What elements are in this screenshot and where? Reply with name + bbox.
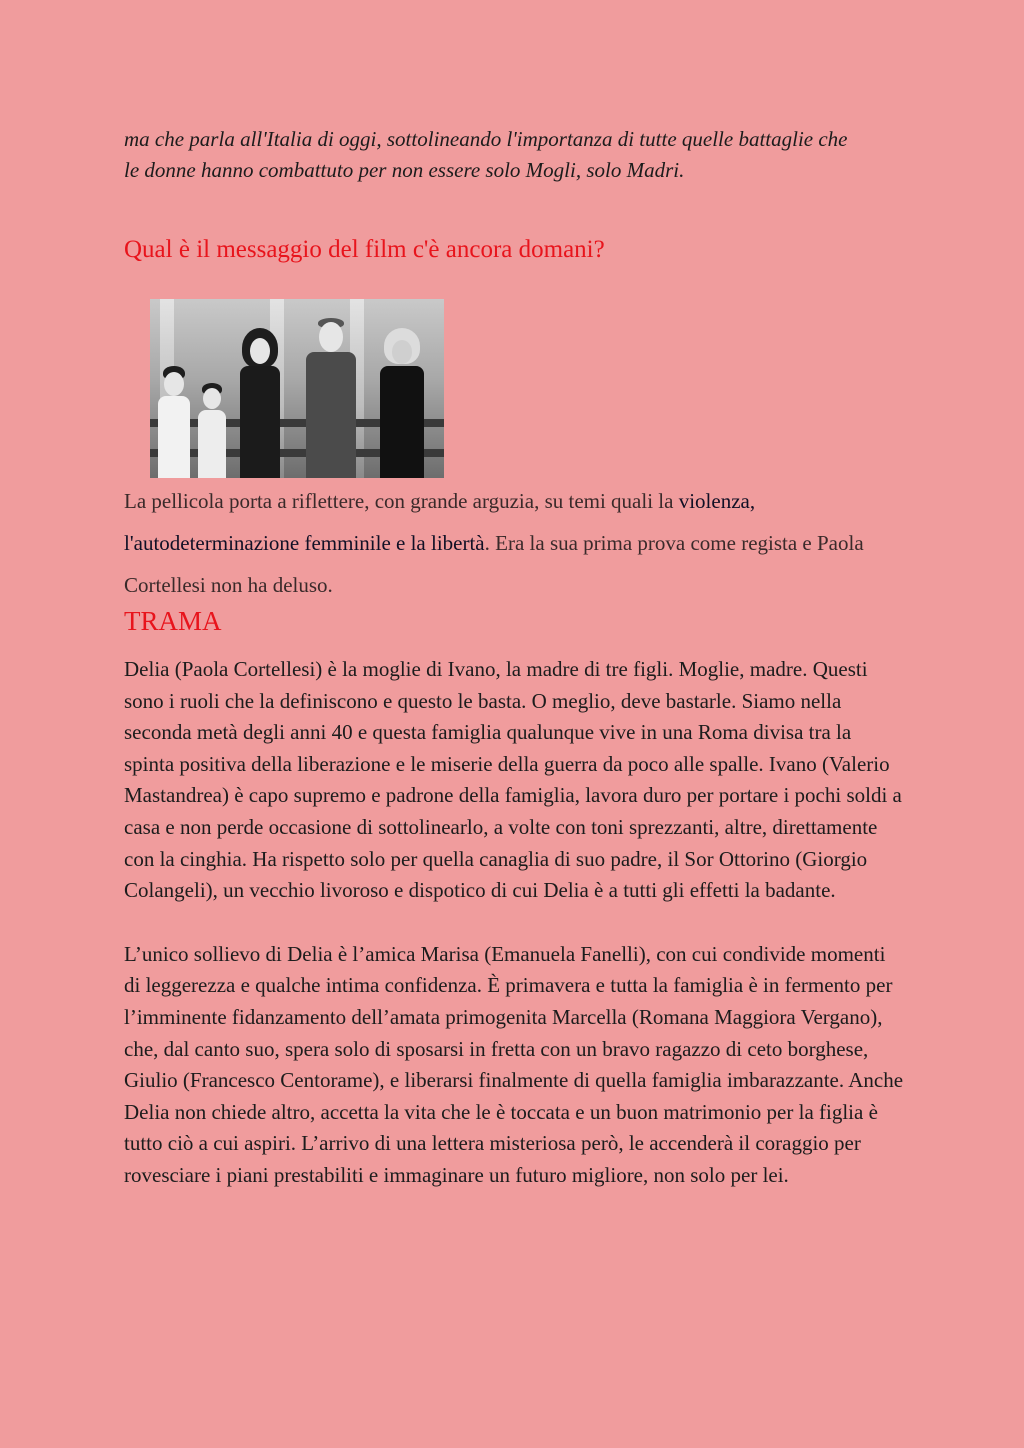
intro-paragraph: ma che parla all'Italia di oggi, sottolineando l'importanza di tutte quelle battaglie che le donne hanno combattuto per non essere solo Mogli, solo Madri. <box>124 127 848 182</box>
figure-boy <box>152 328 196 478</box>
plot-paragraph: L’unico sollievo di Delia è l’amica Marisa (Emanuela Fanelli), con cui condivide momenti di leggerezza e qualche intima confidenza. È primavera e tutta la famiglia è in fermento per l’imminente fidanzamento dell’amata primogenita Marcella (Romana Maggiora Vergano), che, dal canto suo, spera solo di sposarsi in fretta con un bravo ragazzo di ceto borghese, Giulio (Francesco Centorame), e liberarsi finalmente di quella famiglia imbarazzante. Anche Delia non chiede altro, accetta la vita che le è toccata e un buon matrimonio per la figlia è tutto ciò a cui aspiri. L’arrivo di una lettera misteriosa però, le accenderà il coraggio per rovesciare i piani prestabiliti e immaginare un futuro migliore, non solo per lei. <box>124 941 904 1187</box>
reflection-paragraph <box>124 480 904 606</box>
figure-father <box>300 318 362 478</box>
reflection-text-1: La pellicola porta a riflettere, con grande arguzia, su temi quali la <box>124 489 679 513</box>
figure-child <box>192 383 232 478</box>
film-still-photo <box>150 299 444 478</box>
figure-mother <box>372 328 432 478</box>
reflection-text-2: . Era la sua prima prova come regista e Paola Cortellesi non ha deluso. <box>124 531 864 597</box>
figure-daughter <box>232 328 288 478</box>
trama-heading: TRAMA <box>124 606 222 636</box>
reflection-themes: violenza, l'autodeterminazione femminile e la libertà <box>124 489 756 555</box>
question-heading: Qual è il messaggio del film c'è ancora domani? <box>124 236 605 263</box>
plot-section <box>124 654 904 1224</box>
plot-paragraph: Delia (Paola Cortellesi) è la moglie di Ivano, la madre di tre figli. Moglie, madre. Questi sono i ruoli che la definiscono e questo le basta. O meglio, deve bastarle. Siamo nella seconda metà degli anni 40 e questa famiglia qualunque vive in una Roma divisa tra la spinta positiva della liberazione e le miserie della guerra da poco alle spalle. Ivano (Valerio Mastandrea) è capo supremo e padrone della famiglia, lavora duro per portare i pochi soldi a casa e non perde occasione di sottolinearlo, a volte con toni sprezzanti, altre, direttamente con la cinghia. Ha rispetto solo per quella canaglia di suo padre, il Sor Ottorino (Giorgio Colangeli), un vecchio livoroso e dispotico di cui Delia è a tutti gli effetti la badante. <box>124 657 902 903</box>
